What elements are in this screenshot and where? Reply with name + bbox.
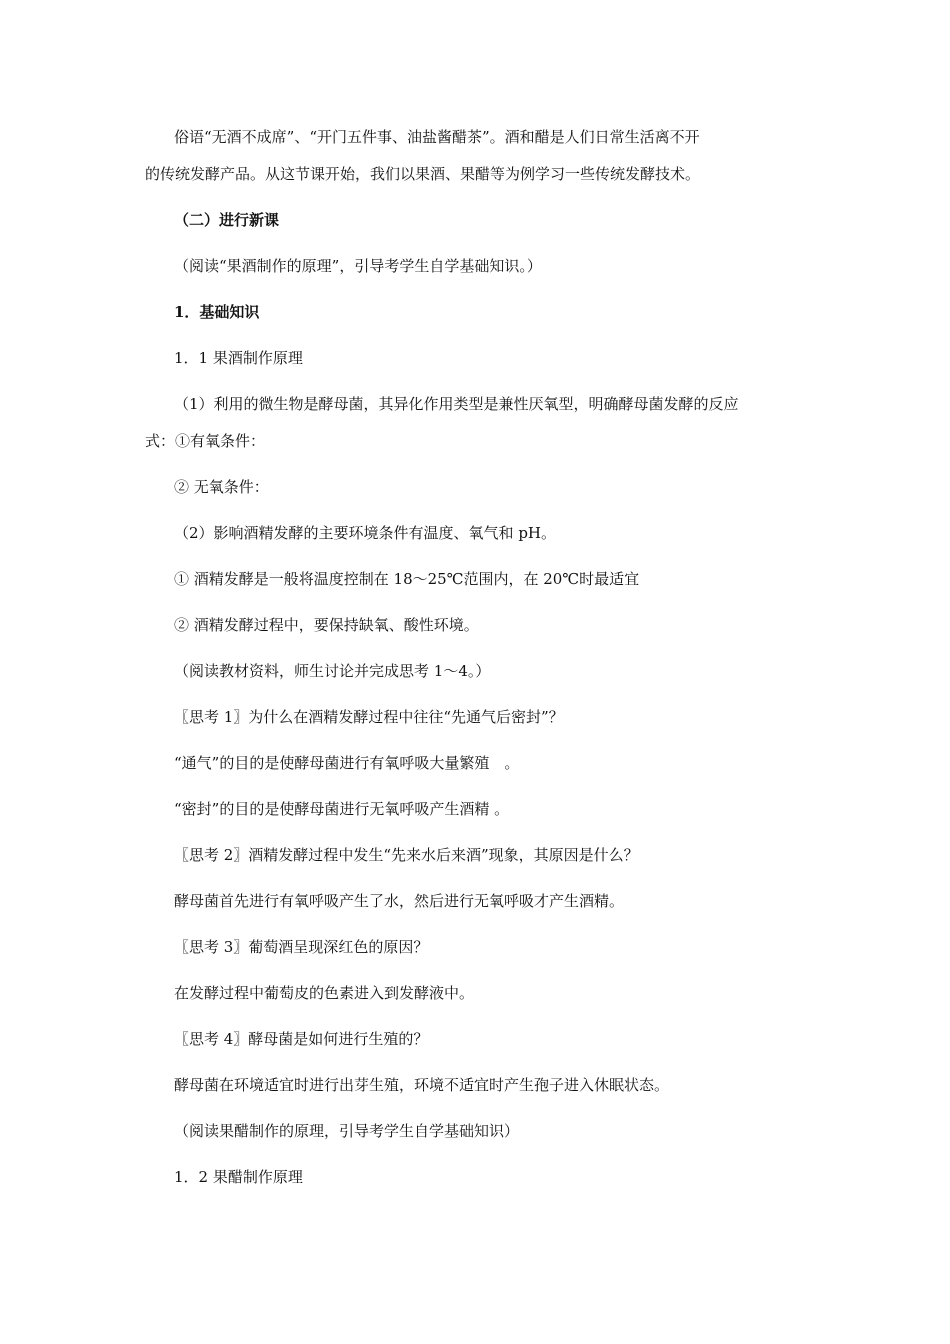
heading-wine-principle: 1．1 果酒制作原理	[174, 349, 303, 367]
principle-line-2: 式：①有氧条件：	[145, 432, 266, 450]
think-2-answer: 酵母菌首先进行有氧呼吸产生了水，然后进行无氧呼吸才产生酒精。	[174, 892, 625, 910]
think-1-answer-sealing: “密封”的目的是使酵母菌进行无氧呼吸产生酒精 。	[174, 800, 510, 818]
think-4-answer: 酵母菌在环境适宜时进行出芽生殖，环境不适宜时产生孢子进入休眠状态。	[174, 1076, 670, 1094]
paragraph-intro-line-2: 的传统发酵产品。从这节课开始，我们以果酒、果醋等为例学习一些传统发酵技术。	[145, 165, 701, 183]
section-heading-new-lesson: （二）进行新课	[174, 211, 280, 229]
think-1-answer-ventilation: “通气”的目的是使酵母菌进行有氧呼吸大量繁殖 。	[174, 754, 520, 772]
reading-instruction-2: （阅读教材资料，师生讨论并完成思考 1～4。）	[174, 662, 491, 680]
heading-vinegar-principle: 1．2 果醋制作原理	[174, 1168, 303, 1186]
think-2-question: 〖思考 2〗酒精发酵过程中发生“先来水后来酒”现象，其原因是什么？	[174, 846, 639, 864]
think-3-answer: 在发酵过程中葡萄皮的色素进入到发酵液中。	[174, 984, 475, 1002]
anaerobic-condition: ② 无氧条件：	[174, 478, 269, 496]
reading-instruction-3: （阅读果醋制作的原理，引导考学生自学基础知识）	[174, 1122, 520, 1140]
think-1-question: 〖思考 1〗为什么在酒精发酵过程中往往“先通气后密封”？	[174, 708, 564, 726]
heading-basic-knowledge: 1．基础知识	[174, 303, 260, 321]
factors-line: （2）影响酒精发酵的主要环境条件有温度、氧气和 pH。	[174, 524, 556, 542]
think-4-question: 〖思考 4〗酵母菌是如何进行生殖的？	[174, 1030, 429, 1048]
think-3-question: 〖思考 3〗葡萄酒呈现深红色的原因？	[174, 938, 429, 956]
environment-line: ② 酒精发酵过程中，要保持缺氧、酸性环境。	[174, 616, 479, 634]
reading-instruction-1: （阅读“果酒制作的原理”，引导考学生自学基础知识。）	[174, 257, 542, 275]
paragraph-intro-line-1: 俗语“无酒不成席”、“开门五件事、油盐酱醋茶”。酒和醋是人们日常生活离不开	[174, 128, 700, 146]
temperature-line: ① 酒精发酵是一般将温度控制在 18～25℃范围内，在 20℃时最适宜	[174, 570, 640, 588]
principle-line-1: （1）利用的微生物是酵母菌，其异化作用类型是兼性厌氧型，明确酵母菌发酵的反应	[174, 395, 739, 413]
